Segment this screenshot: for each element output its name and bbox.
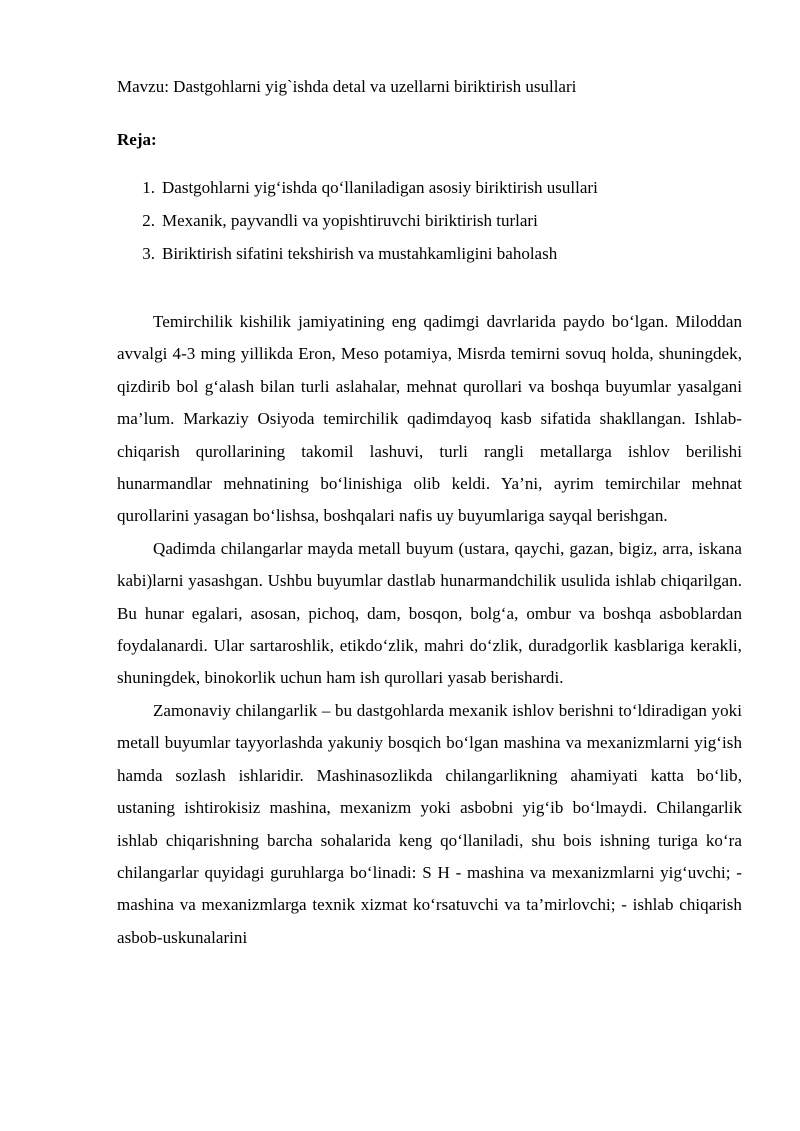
plan-item xyxy=(117,178,598,211)
plan-item xyxy=(117,244,598,277)
paragraph: Qadimda chilangarlar mayda metall buyum (ustara, qaychi, gazan, bigiz, arra, iskana kabi)larni yasashgan. Ushbu buyumlar dastlab hunarmandchilik usulida ishlab chiqarilgan. Bu hunar egalari, asosan, pichoq, dam, bosqon, bolg‘a, ombur va boshqa asboblardan foydalanardi. Ular sartaroshlik, etikdo‘zlik, mahri do‘zlik, duradgorlik kasblariga kerakli, shuningdek, binokorlik uchun ham ish qurollari yasab berishardi. xyxy=(117,538,742,688)
plan-item-number: 3. xyxy=(142,244,155,263)
plan-item-number: 2. xyxy=(142,211,155,230)
plan-item-text: Biriktirish sifatini tekshirish va mustahkamligini baholash xyxy=(162,244,558,263)
plan-item xyxy=(117,211,598,244)
plan-item-number: 1. xyxy=(142,178,155,197)
plan-heading: Reja: xyxy=(117,130,157,149)
paragraph: Zamonaviy chilangarlik – bu dastgohlarda mexanik ishlov berishni to‘ldiradigan yoki metall buyumlar tayyorlashda yakuniy bosqich bo‘lgan mashina va mexanizmlarni yig‘ish hamda sozlash ishlaridir. Mashinasozlikda chilangarlikning ahamiyati katta bo‘lib, ustaning ishtirokisiz mashina, mexanizm yoki asbobni yig‘ib bo‘lmaydi. Chilangarlik ishlab chiqarishning barcha sohalarida keng qo‘llaniladi, shu bois ishning turiga ko‘ra chilangarlar quyidagi guruhlarga bo‘linadi: S H - mashina va mexanizmlarni yig‘uvchi; - mashina va mexanizmlarga texnik xizmat ko‘rsatuvchi va ta’mirlovchi; - ishlab chiqarish asbob-uskunalarini xyxy=(117,700,742,947)
document-topic: Mavzu: Dastgohlarni yig`ishda detal va uzellarni biriktirish usullari xyxy=(117,77,577,96)
plan-list xyxy=(117,178,598,277)
plan-item-text: Dastgohlarni yig‘ishda qo‘llaniladigan asosiy biriktirish usullari xyxy=(162,178,598,197)
body-text xyxy=(117,306,742,954)
plan-item-text: Mexanik, payvandli va yopishtiruvchi biriktirish turlari xyxy=(162,211,538,230)
paragraph: Temirchilik kishilik jamiyatining eng qadimgi davrlarida paydo bo‘lgan. Miloddan avvalgi 4-3 ming yillikda Eron, Meso potamiya, Misrda temirni sovuq holda, shuningdek, qizdirib bol g‘alash bilan turli aslahalar, mehnat qurollari va boshqa buyumlar yasalgani ma’lum. Markaziy Osiyoda temirchilik qadimdayoq kasb sifatida shakllangan. Ishlab-chiqarish qurollarining takomil lashuvi, turli rangli metallarga ishlov berilishi hunarmandlar mehnatining bo‘linishiga olib keldi. Ya’ni, ayrim temirchilar mehnat qurollarini yasagan bo‘lishsa, boshqalari nafis uy buyumlariga sayqal berishgan. xyxy=(117,312,742,526)
